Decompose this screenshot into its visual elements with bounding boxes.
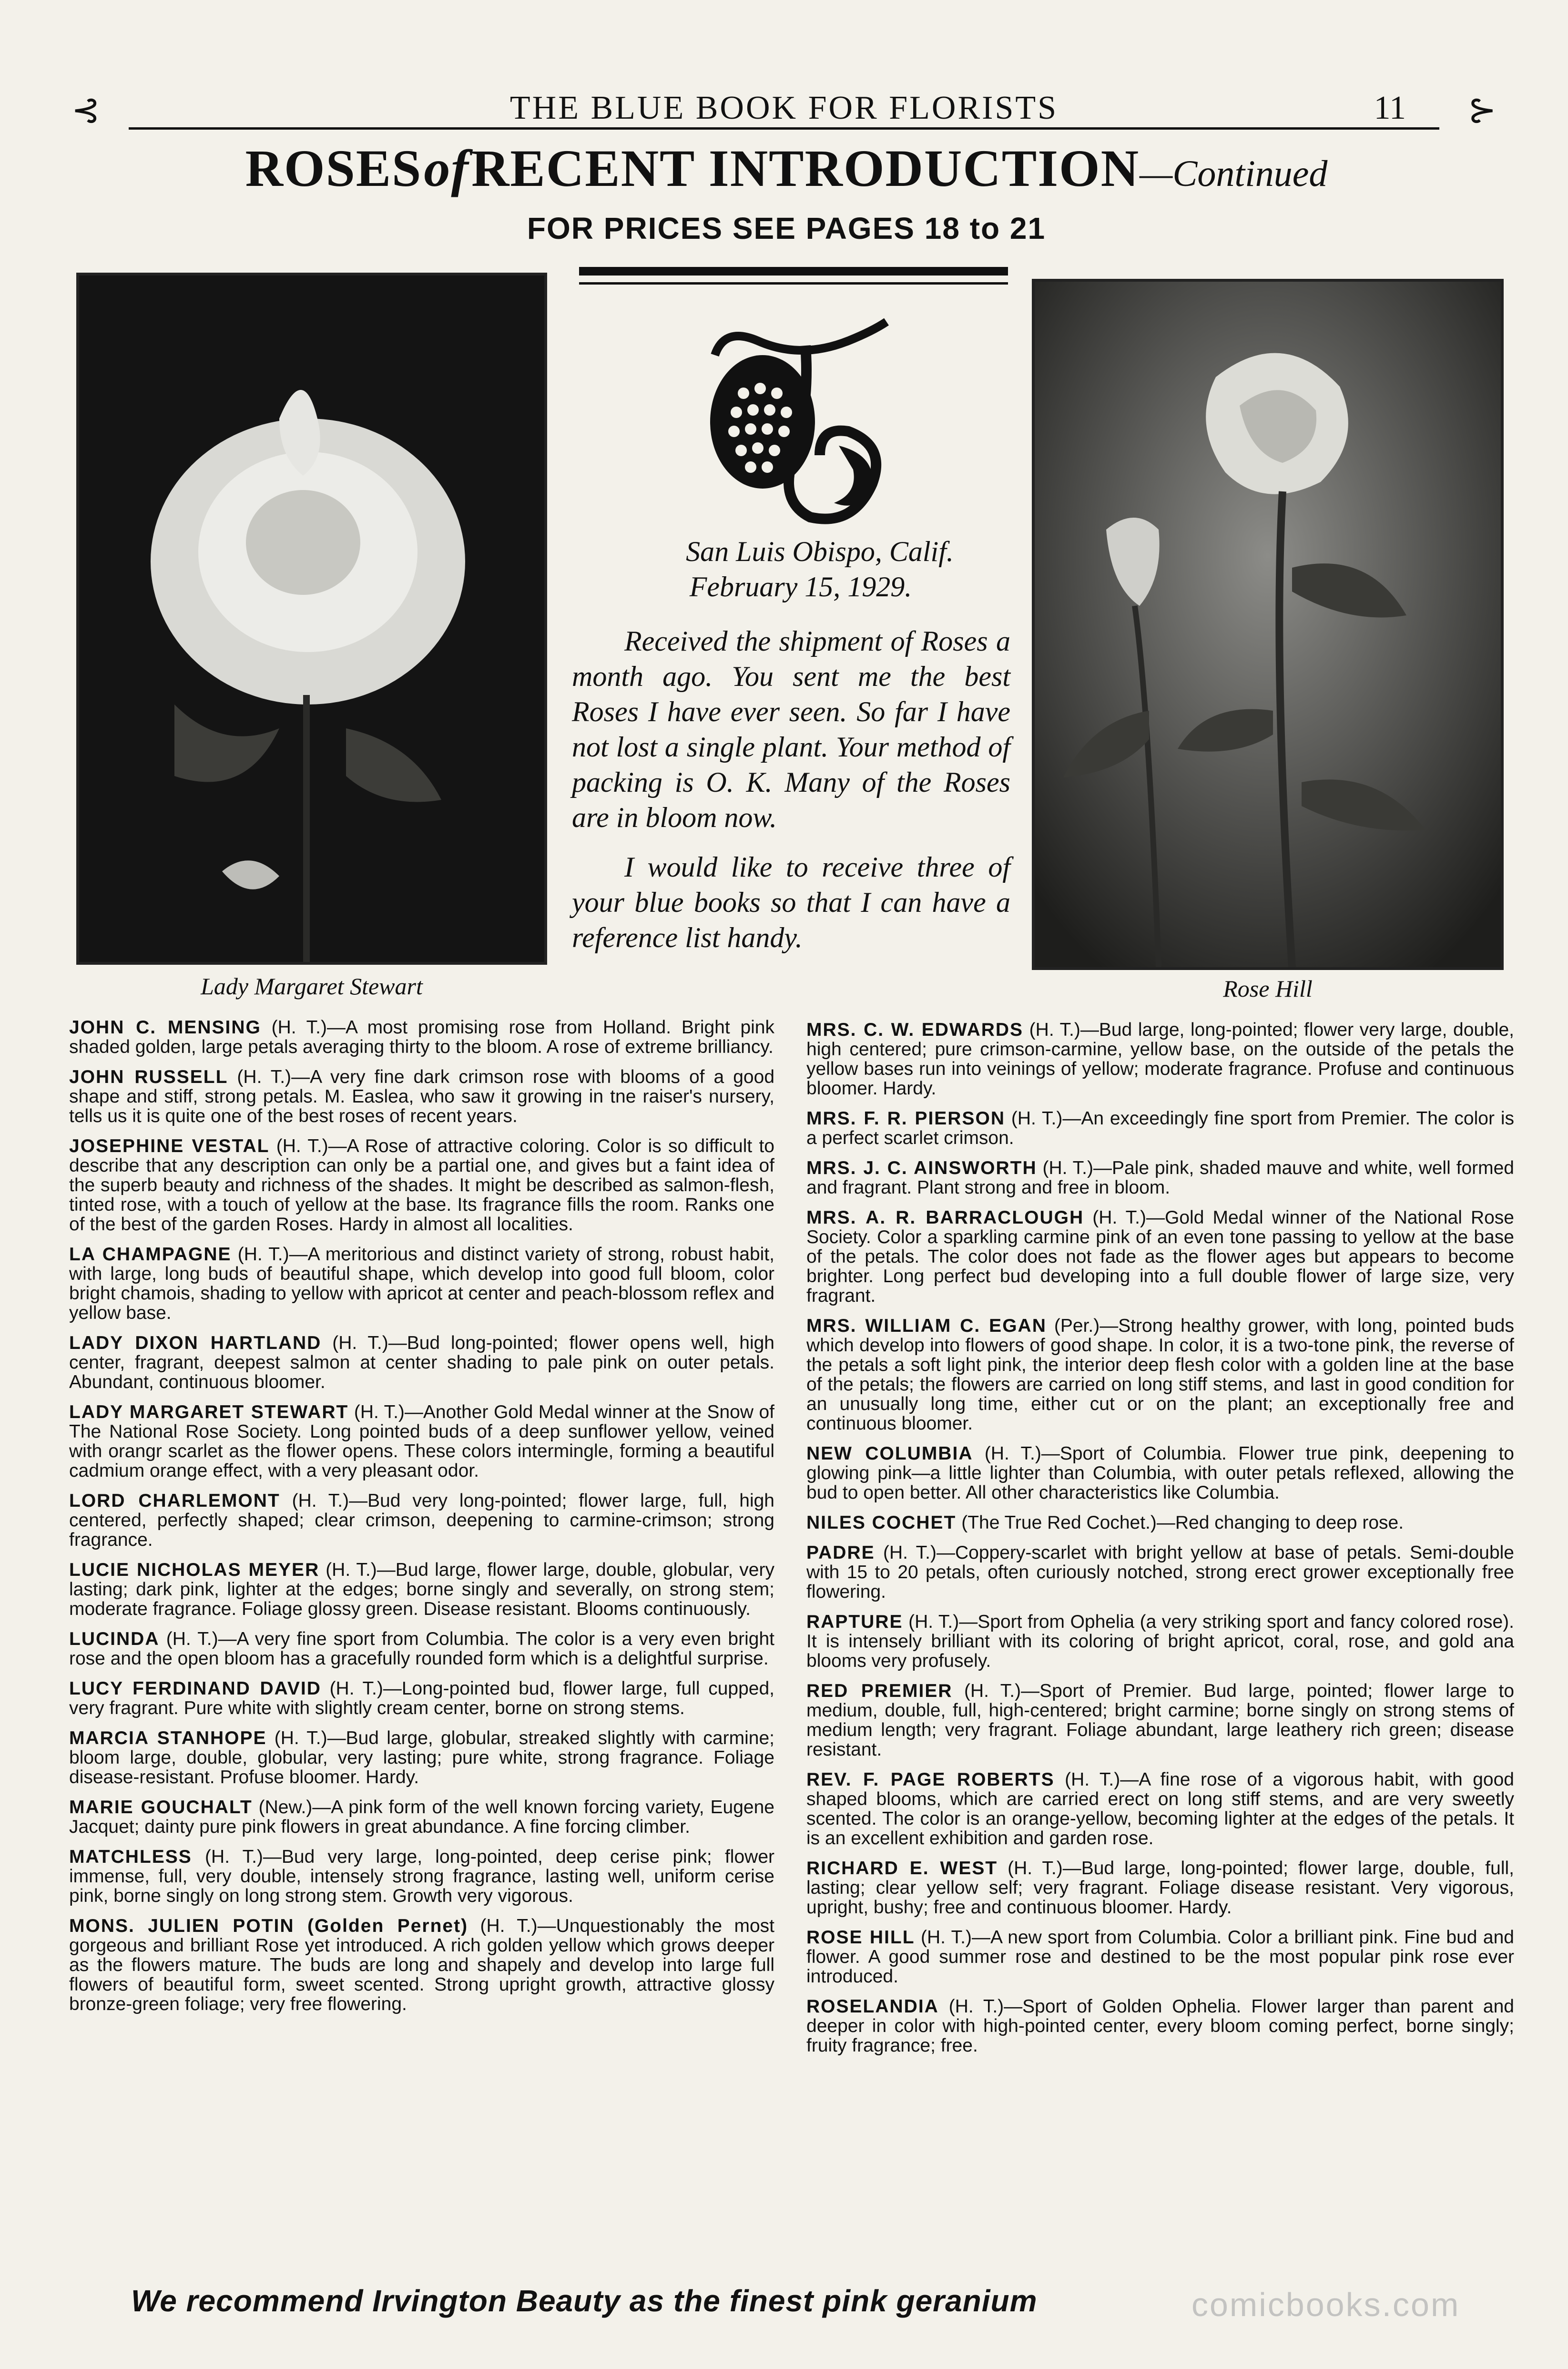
- rose-type: (H. T.): [326, 1560, 377, 1580]
- rose-name: RICHARD E. WEST: [806, 1858, 998, 1879]
- right-photo-caption: Rose Hill: [1223, 975, 1313, 1002]
- left-ornament-icon: ⊰: [71, 91, 101, 129]
- rose-description: —Bud large, flower large, double, globular, very lasting; dark pink, lighter at the edges; borne singly and severally, on strong stem; moderate fragrance. Foliage glossy green. Disease resistant. Blooms continuously.: [69, 1560, 774, 1619]
- rose-name: REV. F. PAGE ROBERTS: [806, 1769, 1055, 1790]
- rose-entry: [806, 1208, 1514, 1306]
- rose-name: LUCIE NICHOLAS MEYER: [69, 1560, 320, 1580]
- rose-description: —Gold Medal winner of the National Rose Society. Color a sparkling carmine pink of an even tone passing to yellow at the base of the petals. The color does not fade as the flower ages but appears to become brighter. Long perfect bud developing into a full double flower of large size, very fragrant.: [806, 1207, 1515, 1306]
- rose-photo-lady-margaret-stewart: [76, 273, 547, 965]
- rose-entry: [69, 1797, 774, 1837]
- rose-name: MRS. J. C. AINSWORTH: [806, 1158, 1037, 1178]
- letter-paragraph: Received the shipment of Roses a month ago. You sent me the best Roses I have ever seen. So far I have not lost a single plant. Your method of packing is O. K. Many of the Roses are in bloom now.: [572, 625, 1010, 833]
- rose-type: (H. T.): [1008, 1858, 1063, 1879]
- rose-description: —A very fine dark crimson rose with blooms of a good shape and stiff, strong petals. M. Easlea, who saw it growing in tne raiser's nursery, tells us it is quite one of the best roses of recent years.: [69, 1067, 775, 1126]
- rose-entry: [806, 1997, 1514, 2055]
- rose-name: LADY DIXON HARTLAND: [69, 1333, 322, 1353]
- rose-entry: [69, 1018, 774, 1057]
- rose-description: —Sport of Premier. Bud large, pointed; flower large to medium, double, full, high-centered; bright carmine; borne singly on strong stems of medium length; very fragrant. Foliage abundant, large leathery rich green; disease resistant.: [806, 1681, 1515, 1760]
- rose-entry: [806, 1770, 1514, 1848]
- rose-name: RED PREMIER: [806, 1681, 953, 1701]
- rose-description: —Sport of Columbia. Flower true pink, deepening to glowing pink—a little lighter than Columbia, with outer petals reflexed, allowing the bud to open better. All other characteristics like Columbia.: [806, 1443, 1514, 1503]
- rose-description: —A meritorious and distinct variety of strong, robust habit, with large, long buds of beautiful shape, which develop into good full bloom, color bright chamois, shading to yellow with apricot at center and peach-blossom reflex and yellow base.: [69, 1244, 774, 1323]
- rose-entry: [69, 1679, 774, 1718]
- rose-type: (H. T.): [166, 1629, 218, 1649]
- thin-rule: [579, 282, 1008, 285]
- rose-type: (H. T.): [1042, 1158, 1093, 1178]
- rose-entry: [69, 1136, 774, 1234]
- rose-description: —A most promising rose from Holland. Bright pink shaded golden, large petals averaging thirty to the bloom. A rose of extreme brilliancy.: [69, 1017, 774, 1057]
- rose-name: PADRE: [806, 1542, 875, 1563]
- rose-entry: [69, 1491, 774, 1550]
- rose-entry: [806, 1928, 1514, 1986]
- rose-type: (H. T.): [237, 1067, 292, 1087]
- rose-description: —Sport of Golden Ophelia. Flower larger than parent and deeper in color with high-pointed center, every bloom coming perfect, borne singly; fruity fragrance; free.: [806, 1996, 1515, 2056]
- rose-name: JOHN RUSSELL: [69, 1067, 228, 1087]
- rose-name: JOHN C. MENSING: [69, 1017, 261, 1038]
- rose-description: —Bud large, long-pointed; flower large, double, full, lasting; clear yellow self; very fragrant. Foliage disease resistant. Very vigorous, upright, bushy; free and continuous bloomer. Hardy.: [806, 1858, 1514, 1918]
- rose-name: JOSEPHINE VESTAL: [69, 1136, 270, 1156]
- rose-type: (New.): [258, 1797, 313, 1818]
- rose-entry: [806, 1513, 1514, 1532]
- rose-type: (H. T.): [1065, 1769, 1120, 1790]
- rose-entry: [69, 1245, 774, 1323]
- rose-entry: [69, 1847, 774, 1906]
- right-ornament-icon: ⊱: [1467, 91, 1497, 129]
- rose-name: RAPTURE: [806, 1612, 903, 1632]
- rose-entry: [69, 1067, 774, 1126]
- ornamental-initial-t-icon: [696, 312, 901, 527]
- rose-name: MARCIA STANHOPE: [69, 1728, 267, 1748]
- rose-description: —Bud very large, long-pointed, deep cerise pink; flower immense, full, very double, intensely strong fragrance, lasting well, uniform cerise pink, borne singly on long strong stem. Growth very vigorous.: [69, 1847, 774, 1906]
- rose-image-icon: [79, 276, 544, 962]
- rose-name: LUCINDA: [69, 1629, 160, 1649]
- rose-name: LADY MARGARET STEWART: [69, 1402, 349, 1422]
- rose-entry: [806, 1444, 1514, 1502]
- rose-entry: [69, 1333, 774, 1392]
- watermark: comicbooks.com: [1191, 2286, 1460, 2323]
- rose-type: (H. T.): [948, 1996, 1004, 2017]
- rose-description: —Sport from Ophelia (a very striking sport and fancy colored rose). It is intensely brilliant with its coloring of bright apricot, coral, rose, and gold ana blooms very profusely.: [806, 1612, 1514, 1671]
- rose-description: —Unquestionably the most gorgeous and brilliant Rose yet introduced. A rich golden yellow which grows deeper as the flowers mature. The buds are long and shapely and develop into large full flowers of beautiful form, sweet scented. Strong upright growth, attractive glossy bronze-green foliage; very free flowering.: [69, 1916, 774, 2014]
- left-photo-caption: Lady Margaret Stewart: [201, 973, 423, 1000]
- rose-name: MRS. C. W. EDWARDS: [806, 1020, 1024, 1040]
- page-number: 11: [1374, 90, 1406, 126]
- rose-description: —Pale pink, shaded mauve and white, well formed and fragrant. Plant strong and free in bloom.: [806, 1158, 1514, 1198]
- rose-description: —A Rose of attractive coloring. Color is so difficult to describe that any description can only be a partial one, and gives but a faint idea of the superb beauty and richness of the shades. It might be described as salmon-flesh, tinted rose, with a touch of yellow at the base. Its fragrance fills the room. Ranks one of the best of the garden Roses. Hardy in almost all localities.: [69, 1136, 774, 1235]
- page-subtitle: FOR PRICES SEE PAGES 18 to 21: [527, 211, 1046, 245]
- rose-name: MARIE GOUCHALT: [69, 1797, 253, 1818]
- rose-entry: [806, 1543, 1514, 1602]
- rose-list-left: [69, 1018, 774, 2024]
- rose-type: (H. T.): [329, 1678, 383, 1699]
- rose-entry: [69, 1402, 774, 1481]
- rose-type: (H. T.): [274, 1728, 327, 1748]
- rose-entry: [69, 1916, 774, 2014]
- rose-entry: [806, 1858, 1514, 1917]
- rose-entry: [806, 1681, 1514, 1759]
- rose-type: (H. T.): [1011, 1108, 1063, 1129]
- rose-name: ROSELANDIA: [806, 1996, 939, 2017]
- thick-rule: [579, 267, 1008, 276]
- rose-type: (H. T.): [276, 1136, 328, 1156]
- rose-entry: [806, 1158, 1514, 1197]
- rose-entry: [806, 1316, 1514, 1433]
- rose-description: —Bud long-pointed; flower opens well, high center, fragrant, deepest salmon at center shading to pale pink on outer petals. Abundant, continuous bloomer.: [69, 1333, 774, 1392]
- rose-list-right: [806, 1020, 1514, 2066]
- rose-description: —A fine rose of a vigorous habit, with good shaped blooms, which are carried erect on long stiff stems, and are very sweetly scented. The color is an orange-yellow, becoming lighter at the edges of the petals. It is an excellent exhibition and garden rose.: [806, 1769, 1514, 1848]
- rose-type: (H. T.): [292, 1491, 349, 1511]
- testimonial-letter: [572, 534, 1010, 970]
- letter-paragraph: I would like to receive three of your blue books so that I can have a reference list handy.: [572, 851, 1010, 953]
- rose-type: (H. T.): [354, 1402, 405, 1422]
- rose-description: —Bud large, globular, streaked slightly with carmine; bloom large, double, globular, very lasting; pure white, strong fragrance. Foliage disease-resistant. Profuse bloomer. Hardy.: [69, 1728, 774, 1787]
- letter-date: February 15, 1929.: [689, 571, 912, 602]
- rose-image-icon: [1035, 282, 1501, 967]
- rose-type: (H. T.): [920, 1927, 972, 1948]
- page-title: ROSES of RECENT INTRODUCTION—Continued: [245, 139, 1328, 197]
- rose-description: —A pink form of the well known forcing variety, Eugene Jacquet; dainty pure pink flowers in great abundance. A fine forcing climber.: [69, 1797, 774, 1837]
- rose-type: (H. T.): [964, 1681, 1021, 1701]
- rose-type: (H. T.): [908, 1612, 959, 1632]
- rose-description: —Red changing to deep rose.: [1156, 1512, 1404, 1533]
- rose-entry: [69, 1560, 774, 1619]
- rose-name: MONS. JULIEN POTIN (Golden Pernet): [69, 1916, 468, 1936]
- rose-description: —Another Gold Medal winner at the Snow of The National Rose Society. Long pointed buds of a deep sunflower yellow, veined with orangr scarlet as the flower opens. These colors intermingle, forming a beautiful cadmium orange effect, with a very pleasant odor.: [69, 1402, 774, 1481]
- header-rule: [129, 127, 1439, 130]
- footer-recommendation: We recommend Irvington Beauty as the finest pink geranium: [131, 2284, 1038, 2318]
- rose-type: (H. T.): [984, 1443, 1041, 1464]
- rose-type: (H. T.): [271, 1017, 327, 1038]
- rose-description: —Strong healthy grower, with long, pointed buds which develop into flowers of good shape. In color, it is a two-tone pink, the reverse of the petals a soft light pink, the interior deep flesh color with a golden line at the base of the petals; the flowers are carried on long stiff stems, and last in good condition for an unusually long time, either cut or on the plant; an exceptionally free and continuous bloomer.: [806, 1316, 1514, 1434]
- rose-type: (H. T.): [1092, 1207, 1147, 1228]
- rose-name: MRS. F. R. PIERSON: [806, 1108, 1005, 1129]
- letter-place: San Luis Obispo, Calif.: [686, 536, 954, 567]
- rose-name: LORD CHARLEMONT: [69, 1491, 280, 1511]
- rose-entry: [69, 1728, 774, 1787]
- rose-description: —Coppery-scarlet with bright yellow at base of petals. Semi-double with 15 to 20 petals, often curiously notched, strong erect grower exceptionally free flowering.: [806, 1542, 1514, 1602]
- running-title: THE BLUE BOOK FOR FLORISTS: [509, 90, 1059, 126]
- rose-name: MATCHLESS: [69, 1847, 192, 1867]
- rose-description: —An exceedingly fine sport from Premier. The color is a perfect scarlet crimson.: [806, 1108, 1514, 1148]
- rose-name: MRS. WILLIAM C. EGAN: [806, 1316, 1047, 1336]
- rose-name: MRS. A. R. BARRACLOUGH: [806, 1207, 1084, 1228]
- rose-type: (H. T.): [883, 1542, 937, 1563]
- rose-name: LUCY FERDINAND DAVID: [69, 1678, 321, 1699]
- rose-name: LA CHAMPAGNE: [69, 1244, 232, 1265]
- rose-entry: [806, 1020, 1514, 1098]
- rose-type: (H. T.): [205, 1847, 263, 1867]
- rose-photo-rose-hill: [1032, 279, 1504, 970]
- rose-name: NEW COLUMBIA: [806, 1443, 973, 1464]
- rose-entry: [69, 1629, 774, 1668]
- rose-name: ROSE HILL: [806, 1927, 915, 1948]
- rose-description: —A new sport from Columbia. Color a brilliant pink. Fine bud and flower. A good summer rose and destined to be the most popular pink rose ever introduced.: [806, 1927, 1514, 1987]
- rose-entry: [806, 1612, 1514, 1671]
- rose-entry: [806, 1109, 1514, 1148]
- rose-type: (H. T.): [1029, 1020, 1080, 1040]
- rose-description: —Bud very long-pointed; flower large, full, high centered, perfectly shaped; clear crimson, deepening to carmine-crimson; strong fragrance.: [69, 1491, 774, 1550]
- running-header: [71, 83, 1497, 141]
- rose-description: —Bud large, long-pointed; flower very large, double, high centered; pure crimson-carmine, yellow base, on the outside of the petals the yellow bases run into veinings of yellow; moderate fragrance. Profuse and continuous bloomer. Hardy.: [806, 1020, 1515, 1099]
- rose-type: (H. T.): [480, 1916, 538, 1936]
- rose-description: —Long-pointed bud, flower large, full cupped, very fragrant. Pure white with slightly cream center, borne on strong stems.: [69, 1678, 774, 1718]
- rose-type: (Per.): [1054, 1316, 1100, 1336]
- rose-description: —A very fine sport from Columbia. The color is a very even bright rose and the open bloom has a gracefully rounded form which is a delightful surprise.: [69, 1629, 774, 1669]
- rose-type: (H. T.): [237, 1244, 289, 1265]
- rose-type: (H. T.): [332, 1333, 388, 1353]
- rose-name: NILES COCHET: [806, 1512, 957, 1533]
- rose-type: (The True Red Cochet.): [961, 1512, 1157, 1533]
